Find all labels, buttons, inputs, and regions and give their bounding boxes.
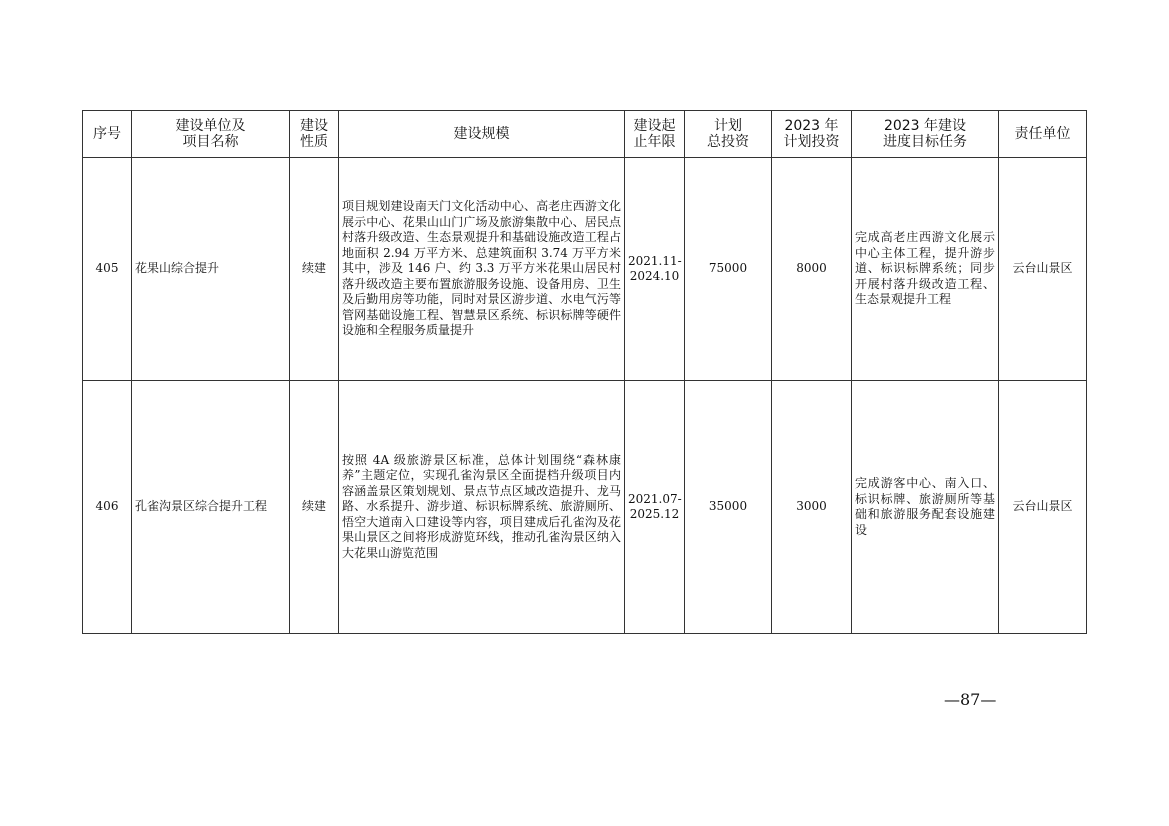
row-target-2023: 完成高老庄西游文化展示中心主体工程，提升游步道、标识标牌系统；同步开展村落升级改造工程、生态景观提升工程 — [852, 158, 999, 381]
row-project-name: 花果山综合提升 — [132, 158, 290, 381]
row-nature: 续建 — [290, 158, 339, 381]
row-target-2023: 完成游客中心、南入口、标识标牌、旅游厕所等基础和旅游服务配套设施建设 — [852, 381, 999, 634]
row-nature: 续建 — [290, 381, 339, 634]
row-total-investment: 75000 — [685, 158, 772, 381]
row-period: 2021.07- 2025.12 — [625, 381, 685, 634]
table-header-row — [83, 111, 1087, 158]
header-index: 序号 — [83, 111, 132, 158]
row-index: 406 — [83, 381, 132, 634]
page-number: —87— — [944, 690, 997, 709]
row-project-name: 孔雀沟景区综合提升工程 — [132, 381, 290, 634]
table-row — [83, 381, 1087, 634]
header-scale: 建设规模 — [339, 111, 625, 158]
row-scale: 项目规划建设南天门文化活动中心、高老庄西游文化展示中心、花果山山门广场及旅游集散中心、居民点村落升级改造、生态景观提升和基础设施改造工程占地面积 2.94 万平方米、总建筑面积 3.74 万平方米其中，涉及 146 户、约 3.3 万平方米花果山居民村落升级改造主要布置旅游服务设施、设备用房、卫生及后勤用房等功能，同时对景区游步道、水电气污等管网基础设施工程、智慧景区系统、标识标牌等硬件设施和全程服务质量提升 — [339, 158, 625, 381]
project-table — [82, 110, 1087, 634]
header-responsible-unit: 责任单位 — [999, 111, 1087, 158]
row-investment-2023: 3000 — [772, 381, 852, 634]
row-investment-2023: 8000 — [772, 158, 852, 381]
header-period: 建设起 止年限 — [625, 111, 685, 158]
row-index: 405 — [83, 158, 132, 381]
header-total-investment: 计划 总投资 — [685, 111, 772, 158]
header-investment-2023: 2023 年 计划投资 — [772, 111, 852, 158]
row-responsible-unit: 云台山景区 — [999, 158, 1087, 381]
row-scale: 按照 4A 级旅游景区标准，总体计划围绕“森林康养”主题定位，实现孔雀沟景区全面提档升级项目内容涵盖景区策划规划、景点节点区域改造提升、龙马路、水系提升、游步道、标识标牌系统、旅游厕所、悟空大道南入口建设等内容，项目建成后孔雀沟及花果山景区之间将形成游览环线，推动孔雀沟景区纳入大花果山游览范围 — [339, 381, 625, 634]
table-row — [83, 158, 1087, 381]
row-total-investment: 35000 — [685, 381, 772, 634]
header-unit-name: 建设单位及 项目名称 — [132, 111, 290, 158]
row-responsible-unit: 云台山景区 — [999, 381, 1087, 634]
header-nature: 建设 性质 — [290, 111, 339, 158]
header-target-2023: 2023 年建设 进度目标任务 — [852, 111, 999, 158]
row-period: 2021.11- 2024.10 — [625, 158, 685, 381]
